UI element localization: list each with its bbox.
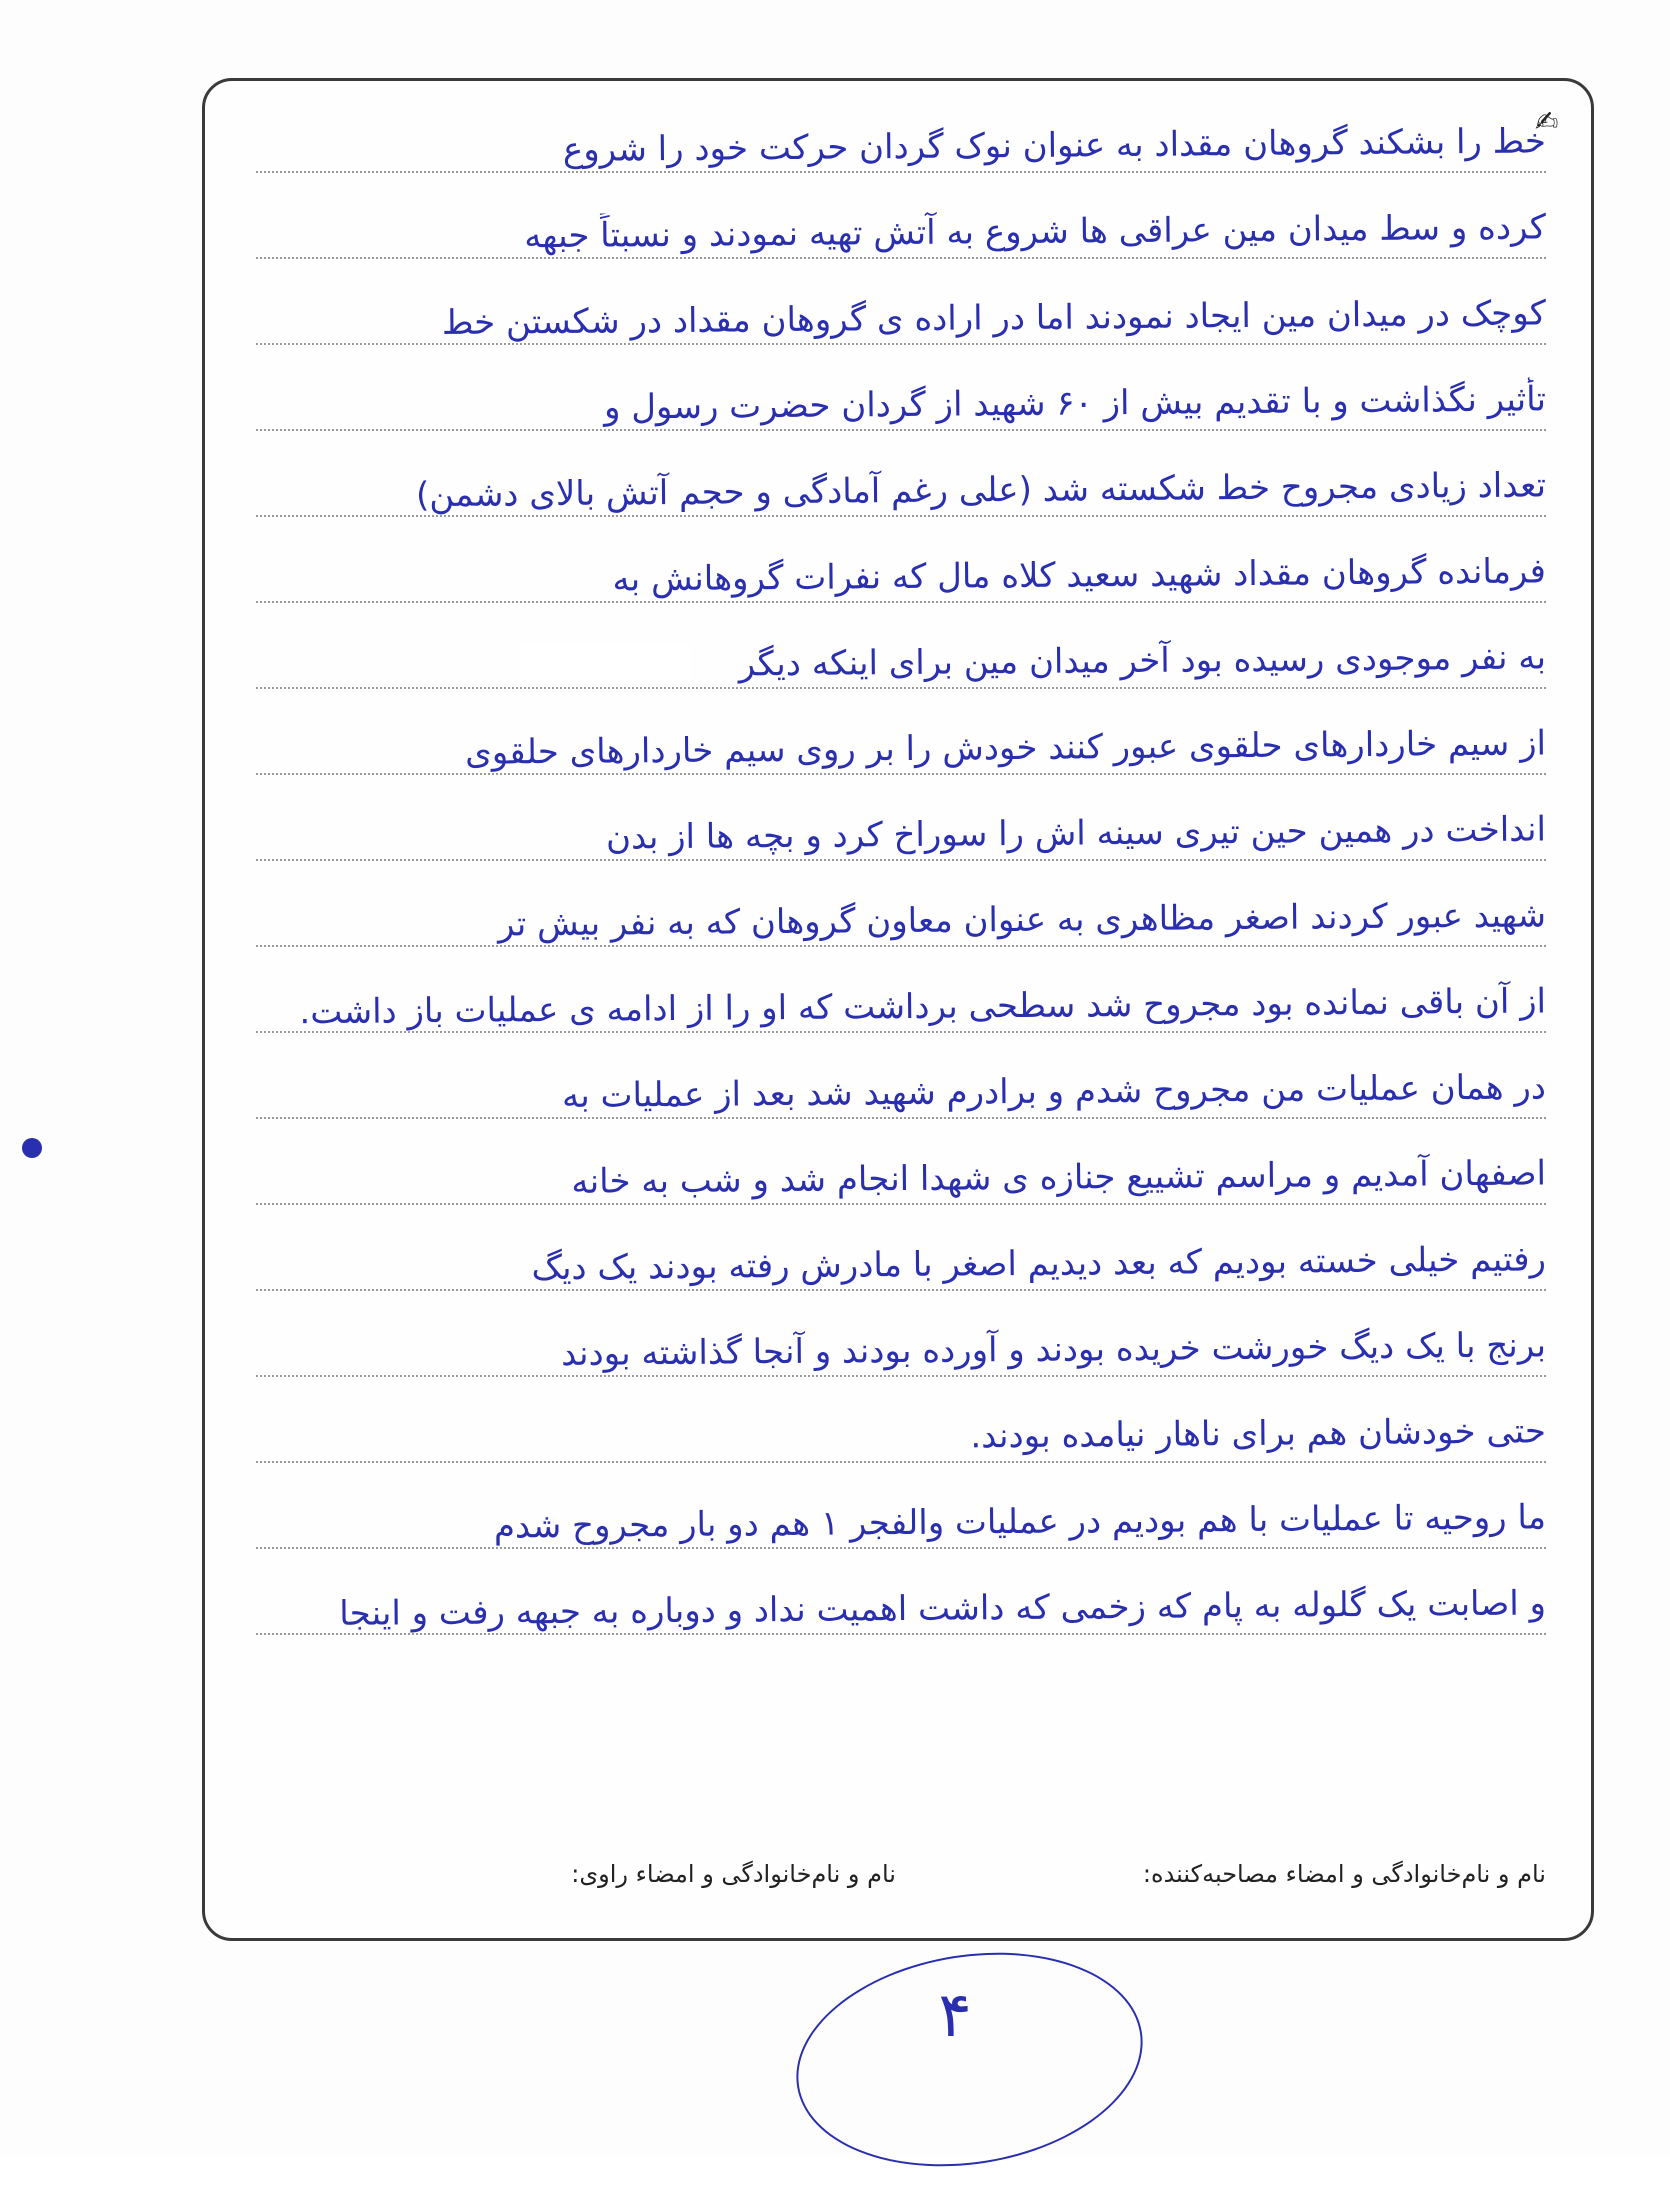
- ink-dot-mark: [22, 1138, 42, 1158]
- text-line: کرده و سط میدان مین عراقی ها شروع به آتش تهیه نمودند و نسبتاً جبهه: [256, 183, 1546, 269]
- text-line: ما روحیه تا عملیات با هم بودیم در عملیات والفجر ۱ هم دو بار مجروح شدم: [256, 1473, 1546, 1559]
- text-line: خط را بشکند گروهان مقداد به عنوان نوک گردان حرکت خود را شروع: [256, 97, 1546, 183]
- narrator-signature-label: نام و نام‌خانوادگی و امضاء راوی:: [571, 1860, 896, 1888]
- text-line: حتی خودشان هم برای ناهار نیامده بودند.: [256, 1387, 1546, 1473]
- page-number: ۴: [938, 1978, 972, 2051]
- text-line: رفتیم خیلی خسته بودیم که بعد دیدیم اصغر با مادرش رفته بودند یک دیگ: [256, 1215, 1546, 1301]
- text-line: انداخت در همین حین تیری سینه اش را سوراخ کرد و بچه ها از بدن: [256, 785, 1546, 871]
- text-line: از سیم خاردارهای حلقوی عبور کنند خودش را بر روی سیم خاردارهای حلقوی: [256, 699, 1546, 785]
- text-line: از آن باقی نمانده بود مجروح شد سطحی برداشت که او را از ادامه ی عملیات باز داشت.: [256, 957, 1546, 1043]
- pen-hand-icon: ✍: [1535, 105, 1559, 138]
- text-line: برنج با یک دیگ خورشت خریده بودند و آورده بودند و آنجا گذاشته بودند: [256, 1301, 1546, 1387]
- page-frame: [202, 78, 1594, 1941]
- page-number-oval: [781, 1929, 1158, 2190]
- text-line: کوچک در میدان مین ایجاد نمودند اما در اراده ی گروهان مقداد در شکستن خط: [256, 269, 1546, 355]
- interviewer-signature-label: نام و نام‌خانوادگی و امضاء مصاحبه‌کننده:: [1142, 1860, 1546, 1888]
- text-line: اصفهان آمدیم و مراسم تشییع جنازه ی شهدا انجام شد و شب به خانه: [256, 1129, 1546, 1215]
- text-line: شهید عبور کردند اصغر مظاهری به عنوان معاون گروهان که به نفر بیش تر: [256, 871, 1546, 957]
- text-line: و اصابت یک گلوله به پام که زخمی که داشت اهمیت نداد و دوباره به جبهه رفت و اینجا: [256, 1559, 1546, 1645]
- text-line: به نفر موجودی رسیده بود آخر میدان مین برای اینکه دیگر: [256, 613, 1546, 699]
- text-line: تعداد زیادی مجروح خط شکسته شد (علی رغم آمادگی و حجم آتش بالای دشمن): [256, 441, 1546, 527]
- text-line: در همان عملیات من مجروح شدم و برادرم شهید شد بعد از عملیات به: [256, 1043, 1546, 1129]
- text-line: تأثیر نگذاشت و با تقدیم بیش از ۶۰ شهید از گردان حضرت رسول و: [256, 355, 1546, 441]
- text-line: فرمانده گروهان مقداد شهید سعید کلاه مال که نفرات گروهانش به: [256, 527, 1546, 613]
- signature-footer: [250, 1860, 1546, 1900]
